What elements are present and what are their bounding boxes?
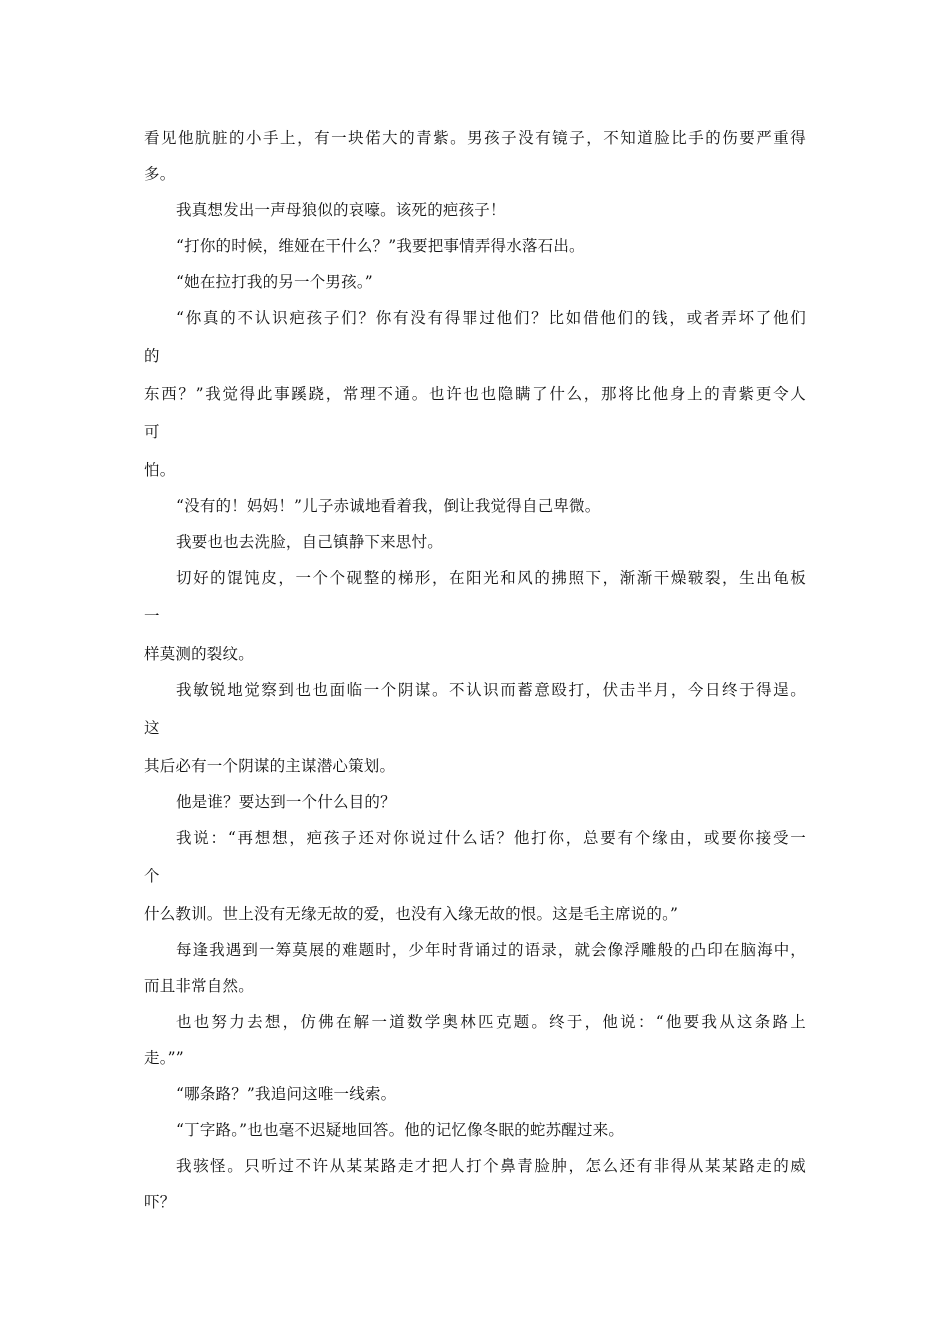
text-line: 什么教训。世上没有无缘无故的爱，也没有入缘无故的恨。这是毛主席说的。” <box>144 905 679 923</box>
text-line: “哪条路？”我追问这唯一线索。 <box>176 1085 397 1103</box>
text-line: 怕。 <box>144 461 176 479</box>
text-line: 多。 <box>144 165 176 183</box>
text-line: “没有的！妈妈！”儿子赤诚地看着我，倒让我觉得自己卑微。 <box>176 497 601 515</box>
text-line: 这 <box>144 719 160 737</box>
text-line: 东西？”我觉得此事蹊跷，常理不通。也许也也隐瞒了什么，那将比他身上的青紫更令人 <box>144 385 806 403</box>
text-line: “打你的时候，维娅在干什么？”我要把事情弄得水落石出。 <box>176 237 585 255</box>
text-line: 切好的馄饨皮，一个个砚整的梯形，在阳光和风的拂照下，渐渐干燥皲裂，生出龟板 <box>176 569 806 587</box>
text-line: 可 <box>144 423 160 441</box>
text-line: 我说：“再想想，疤孩子还对你说过什么话？他打你，总要有个缘由，或要你接受一 <box>176 829 806 847</box>
text-line: 样莫测的裂纹。 <box>144 645 254 663</box>
text-line: 也也努力去想，仿佛在解一道数学奥林匹克题。终于，他说：“他要我从这条路上 <box>176 1013 806 1031</box>
text-line: 每逢我遇到一筹莫展的难题时，少年时背诵过的语录，就会像浮雕般的凸印在脑海中， <box>176 941 806 959</box>
text-line: “你真的不认识疤孩子们？你有没有得罪过他们？比如借他们的钱，或者弄坏了他们 <box>176 309 806 327</box>
text-line: 的 <box>144 347 160 365</box>
text-line: 他是谁？要达到一个什么目的？ <box>176 793 396 811</box>
text-line: 我骇怪。只听过不许从某某路走才把人打个鼻青脸肿，怎么还有非得从某某路走的威 <box>176 1157 806 1175</box>
text-line: 其后必有一个阴谋的主谋潜心策划。 <box>144 757 396 775</box>
text-line: 看见他肮脏的小手上，有一块偌大的青紫。男孩子没有镜子，不知道脸比手的伤要严重得 <box>144 129 806 147</box>
text-line: 我要也也去洗脸，自己镇静下来思忖。 <box>176 533 443 551</box>
text-line: 走。”” <box>144 1049 184 1067</box>
text-line: 个 <box>144 867 160 885</box>
text-line: 而且非常自然。 <box>144 977 254 995</box>
text-line: “丁字路。”也也毫不迟疑地回答。他的记忆像冬眠的蛇苏醒过来。 <box>176 1121 625 1139</box>
text-line: “她在拉打我的另一个男孩。” <box>176 273 373 291</box>
text-line: 我真想发出一声母狼似的哀嚎。该死的疤孩子！ <box>176 201 506 219</box>
text-line: 吓？ <box>144 1193 176 1211</box>
text-line: 我敏锐地觉察到也也面临一个阴谋。不认识而蓄意殴打，伏击半月，今日终于得逞。 <box>176 681 806 699</box>
text-line: 一 <box>144 607 160 625</box>
